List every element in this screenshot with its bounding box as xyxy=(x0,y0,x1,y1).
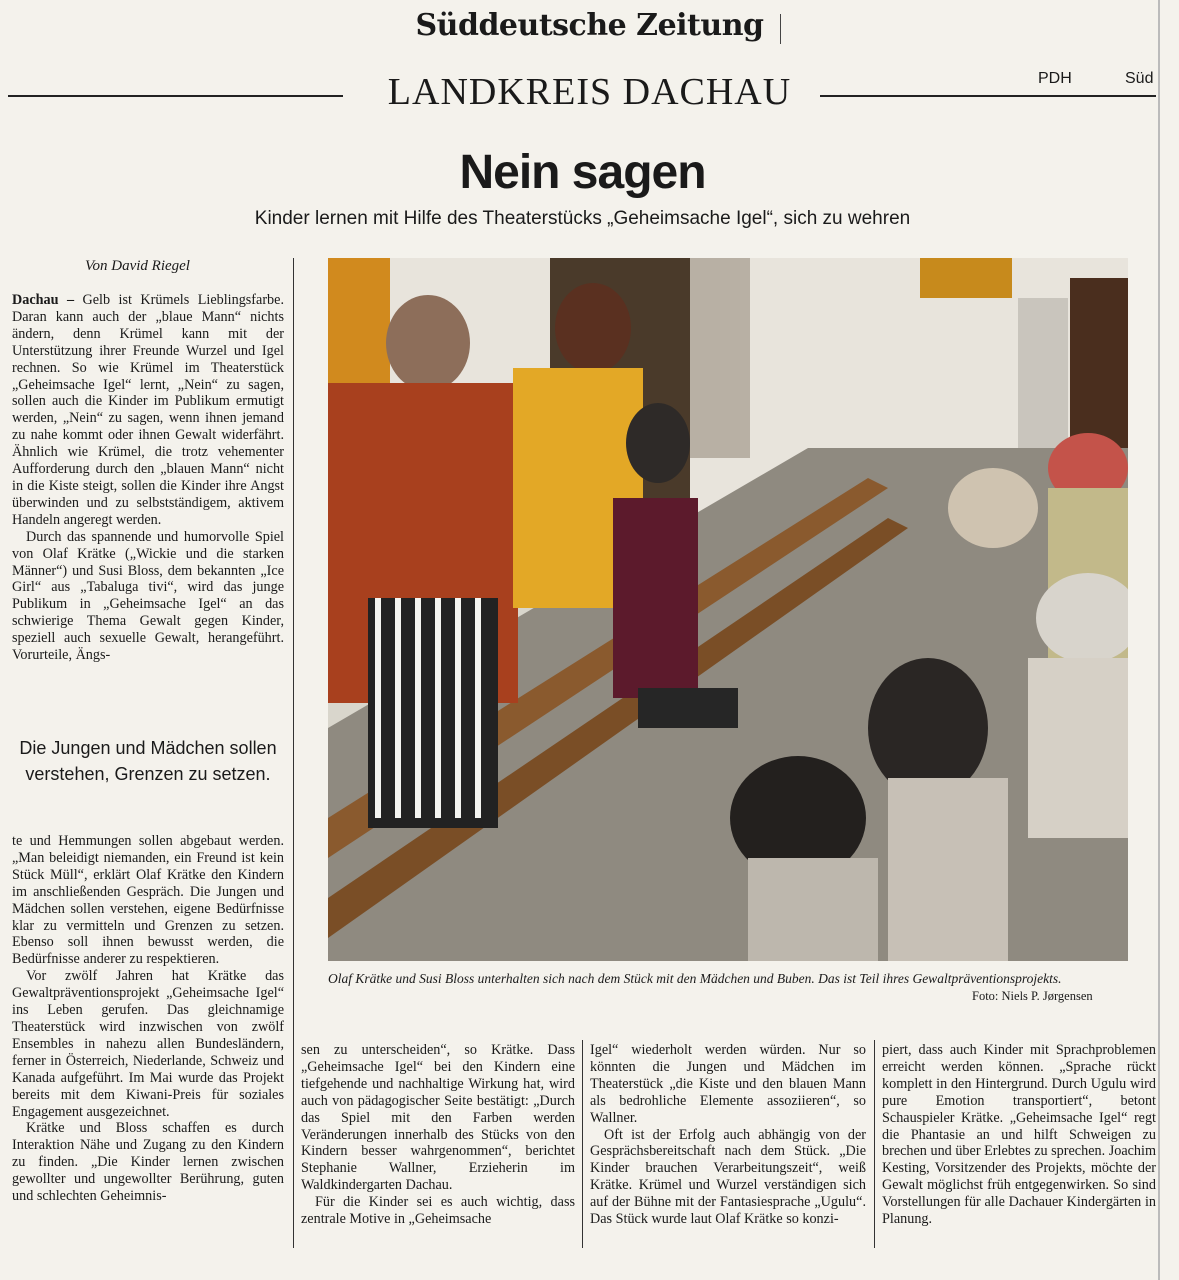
paragraph: piert, dass auch Kinder mit Sprachproblemen erreicht werden können. „Sprache rückt komplett in den Hintergrund. Durch Ugulu wird pure Emotion transportiert“, betont Schauspieler Krätke. „Geheimsache Igel“ regt die Phantasie an und hilft Schweigen zu brechen und über Erlebtes zu sprechen. Joachim Kesting, Vorsitzender des Projekts, möchte der Gewalt möglichst früh entgegenwirken. So sind Vorstellungen für alle Dachauer Kindergärten in Planung. xyxy=(882,1042,1156,1228)
section-rule-right xyxy=(820,95,1156,97)
paragraph: te und Hemmungen sollen abgebaut werden. „Man beleidigt niemanden, ein Freund ist kein Stück Müll“, erklärt Olaf Krätke den Kindern im anschließenden Gespräch. Die Jungen und Mädchen sollen verstehen, eigene Bedürfnisse klar zu vermitteln und Grenzen zu setzen. Ebenso soll ihnen bewusst werden, die Bedürfnisse anderer zu respektieren. xyxy=(12,833,284,968)
article-subheadline: Kinder lernen mit Hilfe des Theaterstücks „Geheimsache Igel“, sich zu wehren xyxy=(254,208,911,229)
masthead-divider xyxy=(780,14,781,44)
dateline: Dachau – xyxy=(12,292,75,308)
paragraph: Vor zwölf Jahren hat Krätke das Gewaltpräventionsprojekt „Geheimsache Igel“ ins Leben gerufen. Das gleichnamige Theaterstück wird inzwischen von zwölf Ensembles in nahezu allen Bundesländern, ferner in Österreich, Niederlande, Schweiz und Kanada aufgeführt. Im Mai wurde das Projekt bereits mit dem Kiwani-Preis für soziales Engagement ausgezeichnet. xyxy=(12,968,284,1120)
column-divider xyxy=(582,1040,583,1248)
photo-credit: Foto: Niels P. Jørgensen xyxy=(972,989,1093,1003)
section-title: LANDKREIS DACHAU xyxy=(387,71,792,113)
paragraph: Krätke und Bloss schaffen es durch Interaktion Nähe und Zugang zu den Kindern zu finden. „Die Kinder lernen zwischen gewollter und ungewollter Berührung, guten und schlechten Geheimnis- xyxy=(12,1120,284,1205)
column-4 xyxy=(882,1042,1156,1228)
paragraph: Durch das spannende und humorvolle Spiel von Olaf Krätke („Wickie und die starken Männer“) und Susi Bloss, dem bekannten „Ice Girl“ aus „Tabaluga tivi“, wird das junge Publikum in „Geheimsache Igel“ an das schwierige Thema Gewalt gegen Kinder, speziell auch sexuelle Gewalt, herangeführt. Vorurteile, Ängs- xyxy=(12,528,284,664)
newspaper-masthead: Süddeutsche Zeitung xyxy=(415,8,764,43)
column-1-bottom xyxy=(12,833,284,1205)
paragraph: sen zu unterscheiden“, so Krätke. Dass „Geheimsache Igel“ bei den Kindern eine tiefgehende und nachhaltige Wirkung hat, wird auch von pädagogischer Seite bestätigt: „Durch das Spiel mit den Farben werden Veränderungen innerhalb des Stücks von den Kindern besser wahrgenommen“, berichtet Stephanie Wallner, Erzieherin im Waldkindergarten Dachau. xyxy=(301,1042,575,1194)
photo-caption: Olaf Krätke und Susi Bloss unterhalten sich nach dem Stück mit den Mädchen und Buben. Das ist Teil ihres Gewaltpräventionsprojekts. xyxy=(328,971,1062,986)
column-3 xyxy=(590,1042,866,1228)
article-photo xyxy=(328,258,1128,961)
column-1-top xyxy=(12,292,284,664)
paragraph-text: Gelb ist Krümels Lieblingsfarbe. Daran kann auch der „blaue Mann“ nichts ändern, denn Krümel kann mit der Unterstützung ihrer Freunde Wurzel und Igel rechnen. So wie Krümel im Theaterstück „Geheimsache Igel“ lernt, „Nein“ zu sagen, sollen auch die Kinder im Publikum ermutigt werden, „Nein“ zu sagen, wenn ihnen jemand zu nahe kommt oder ihnen Gewalt widerfährt. Ähnlich wie Krümel, die trotz vehementer Aufforderung durch den „blauen Mann“ nicht in die Kiste steigt, sollen die Kinder ihre Angst überwinden und zu selbstständigem, aktivem Handeln angeregt werden. xyxy=(12,292,284,528)
edition-code: PDH xyxy=(1038,70,1072,87)
paragraph: Oft ist der Erfolg auch abhängig von der Gesprächsbereitschaft nach dem Stück. „Die Kinder brauchen Verarbeitungszeit“, weiß Krätke. Krümel und Wurzel verständigen sich auf der Bühne mit der Fantasiesprache „Ugulu“. Das Stück wurde laut Olaf Krätke so konzi- xyxy=(590,1126,866,1228)
column-divider xyxy=(293,258,294,1248)
photo-illustration xyxy=(328,258,1128,961)
pull-quote: Die Jungen und Mädchen sollen verstehen, Grenzen zu setzen. xyxy=(19,738,277,784)
column-2 xyxy=(301,1042,575,1228)
edge-text: Süd xyxy=(1125,70,1154,87)
author-byline: Von David Riegel xyxy=(85,258,190,274)
paragraph xyxy=(12,292,284,529)
paragraph: Igel“ wiederholt werden würden. Nur so könnten die Jungen und Mädchen im Theaterstück „die Kiste und den blauen Mann als bedrohliche Elemente assoziieren“, so Wallner. xyxy=(590,1042,866,1126)
paragraph: Für die Kinder sei es auch wichtig, dass zentrale Motive in „Geheimsache xyxy=(301,1194,575,1228)
article-headline: Nein sagen xyxy=(459,146,706,199)
column-divider xyxy=(874,1040,875,1248)
